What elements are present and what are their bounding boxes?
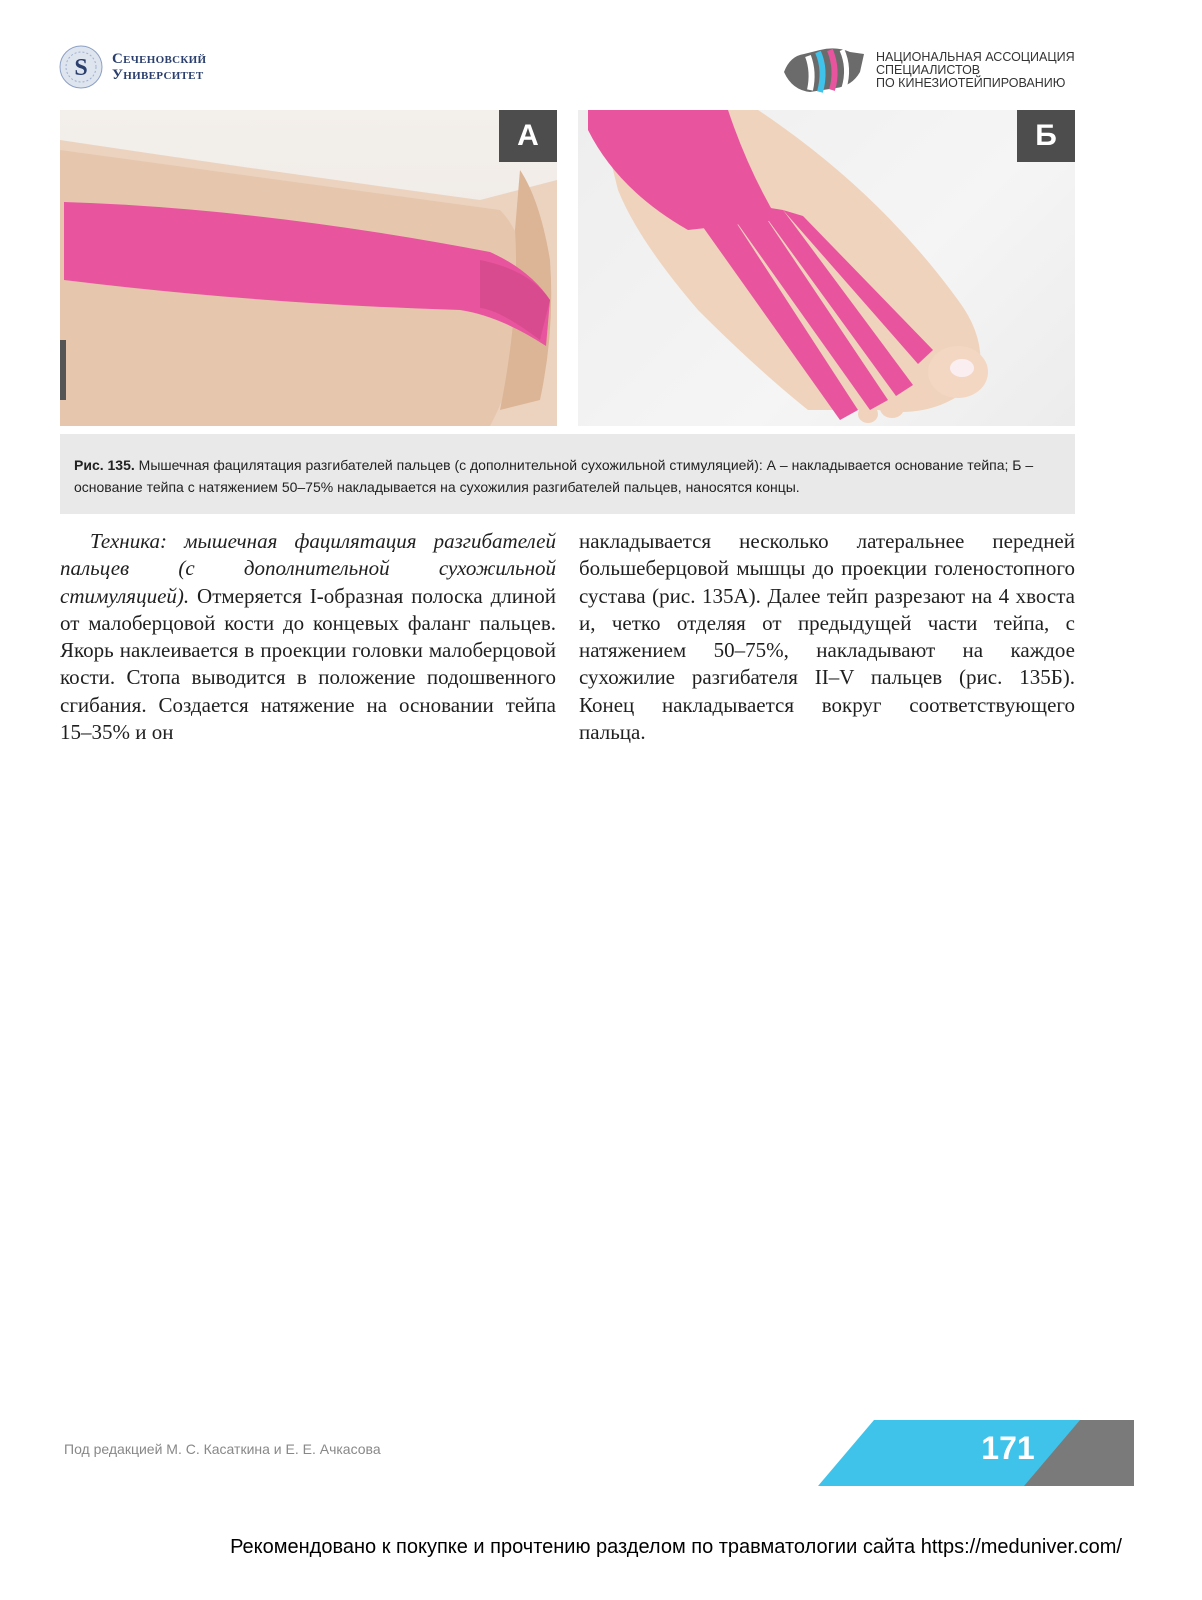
association-map-icon <box>780 42 868 98</box>
university-name <box>112 51 206 83</box>
association-name-line1: НАЦИОНАЛЬНАЯ АССОЦИАЦИЯ <box>876 49 1075 64</box>
leg-taping-illustration <box>60 110 557 426</box>
figure-caption-text: Мышечная фацилятация разгибателей пальцев (с дополнительной сухожильной стимуляцией): А – накладывается основание тейпа; Б – основание тейпа с натяжением 50–75% накладывается на сухожилия разгибателей пальцев, наносятся концы. <box>74 457 1034 495</box>
university-logo <box>58 44 206 90</box>
figure-caption-number: Рис. 135. <box>74 457 135 473</box>
svg-text:S: S <box>74 55 88 81</box>
figure-label-b: Б <box>1017 110 1075 162</box>
body-text-right-column <box>579 528 1075 746</box>
page-number: 171 <box>981 1430 1035 1466</box>
association-name-line3: ПО КИНЕЗИОТЕЙПИРОВАНИЮ <box>876 75 1066 90</box>
body-text-left: Отмеряется I-образная полоска длиной от малоберцовой кости до концевых фаланг пальцев. Якорь наклеивается в проекции головки малоберцовой кости. Стопа выводится в положение подошвенного сгибания. Создается натяжение на основании тейпа 15–35% и он <box>60 583 556 745</box>
figure-caption <box>60 434 1075 514</box>
technique-title: Техника: мышечная фацилятация разгибателей пальцев (с дополнительной сухожильной стимуляцией). <box>60 529 556 608</box>
footer-editors: Под редакцией М. С. Касаткина и Е. Е. Ачкасова <box>64 1441 381 1457</box>
university-name-line2: Университет <box>112 67 204 83</box>
figure-photo-a <box>60 110 557 426</box>
recommendation-note: Рекомендовано к покупке и прочтению разделом по травматологии сайта https://meduniver.com/ <box>230 1536 1122 1558</box>
university-seal-icon <box>58 44 104 90</box>
page-number-badge <box>818 1420 1134 1486</box>
university-name-line1: Сеченовский <box>112 51 207 67</box>
figure-photo-b <box>578 110 1075 426</box>
body-text-left-column <box>60 528 556 746</box>
association-name-line2: СПЕЦИАЛИСТОВ <box>876 62 981 77</box>
association-logo <box>780 42 1096 98</box>
body-text-right: накладывается несколько латеральнее передней большеберцовой мышцы до проекции голеностопного сустава (рис. 135А). Далее тейп разрезают на 4 хвоста и, четко отделяя от предыдущей части тейпа, с натяжением 50–75%, накладывают на каждое сухожилие разгибателя II–V пальцев (рис. 135Б). Конец накладывается вокруг соответствующего пальца. <box>579 529 1075 745</box>
figure-label-a: А <box>499 110 557 162</box>
association-name <box>876 51 1096 90</box>
foot-taping-illustration <box>578 110 1075 426</box>
